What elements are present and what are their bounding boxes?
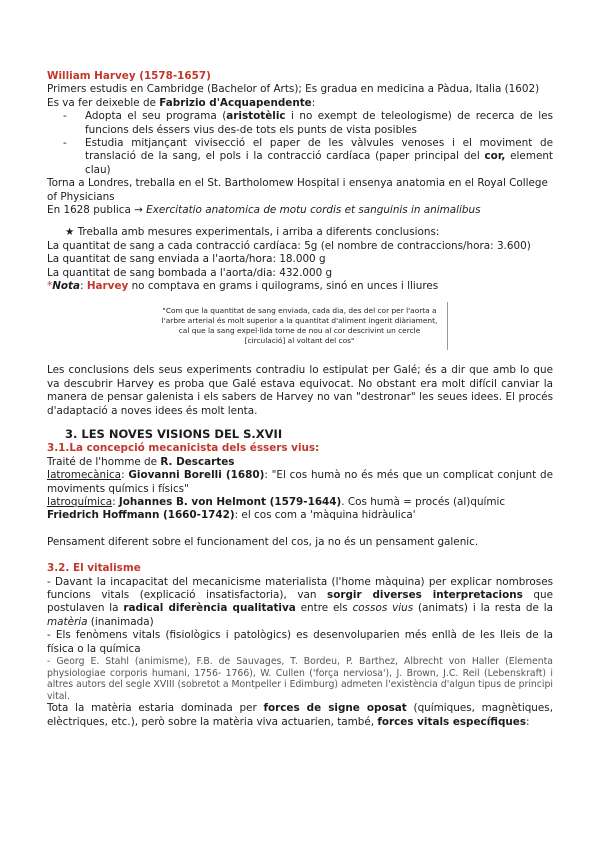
note: *Nota: Harvey no comptava en grams i quilograms, sinó en unces i lliures bbox=[47, 280, 439, 293]
harvey-studies: Primers estudis en Cambridge (Bachelor of Arts); Es gradua en medicina a Pàdua, Italia (1602) bbox=[47, 83, 540, 96]
list-item: - Adopta el seu programa (aristotèlic i no exempt de teleologisme) de recerca de les funcions dels éssers vius des-de tots els punts de vista posibles bbox=[63, 110, 553, 136]
conclusion-3: La quantitat de sang bombada a l'aorta/dia: 432.000 g bbox=[47, 266, 333, 279]
conclusion-2: La quantitat de sang enviada a l'aorta/hora: 18.000 g bbox=[47, 253, 326, 266]
section-3-heading: 3. LES NOVES VISIONS DEL S.XVII bbox=[65, 426, 283, 441]
harvey-publication: En 1628 publica → Exercitatio anatomica de motu cordis et sanguinis in animalibus bbox=[47, 204, 481, 217]
descartes-line: Traité de l'homme de R. Descartes bbox=[47, 455, 235, 468]
conclusion-1: La quantitat de sang a cada contracció cardíaca: 5g (el nombre de contraccions/hora: 3.600) bbox=[47, 239, 531, 252]
forces-paragraph: Tota la matèria estaria dominada per forces de signe oposat (químiques, magnètiques, elèctriques, etc.), però sobre la matèria viva actuarien, també, forces vitals específiques: bbox=[47, 702, 553, 728]
list-item: - Estudia mitjançant vivisecció el paper de les vàlvules venoses i el moviment de translació de la sang, el pols i la contracció cardíaca (paper principal del cor, element clau) bbox=[63, 137, 553, 176]
star-line: ★ Treballa amb mesures experimentals, i arriba a diferents conclusions: bbox=[65, 226, 440, 239]
galenic-line: Pensament diferent sobre el funcionament del cos, ja no és un pensament galenic. bbox=[47, 535, 479, 548]
harvey-london: Torna a Londres, treballa en el St. Bartholomew Hospital i ensenya anatomia en el Royal College of Physicians bbox=[47, 177, 548, 203]
vitalism-paragraph-1: - Davant la incapacitat del mecanicisme materialista (l'home màquina) per explicar nombroses funcions vitals (explicació insatisfactoria), van sorgir diverses interpretacions que postulaven la radical diferència qualitativa entre els cossos vius (animats) i la resta de la matèria (inanimada) bbox=[47, 575, 553, 628]
hoffmann-line: Friedrich Hoffmann (1660-1742): el cos com a 'màquina hidràulica' bbox=[47, 509, 416, 522]
harvey-disciple: Es va fer deixeble de Fabrizio d'Acquapendente: bbox=[47, 96, 316, 109]
conclusions-paragraph: Les conclusions dels seus experiments contradiu lo estipulat per Galé; és a dir que amb lo que va descubrir Harvey es proba que Galé estava equivocat. No obstant era molt difícil canviar la manera de pensar galenista i els sabers de Harvey no van "destronar" les seues idees. El procés d'adaptació a noves idees és molt lenta. bbox=[47, 364, 553, 417]
harvey-bullets bbox=[47, 110, 553, 177]
document-page bbox=[47, 70, 553, 729]
section-3-2-heading: 3.2. El vitalisme bbox=[47, 562, 141, 575]
iatroquimica-line: Iatroquímica: Johannes B. von Helmont (1579-1644). Cos humà = procés (al)químic bbox=[47, 495, 506, 508]
harvey-heading: William Harvey (1578-1657) bbox=[47, 70, 211, 82]
dash-icon: - bbox=[63, 137, 67, 150]
dash-icon: - bbox=[63, 110, 67, 123]
authors-paragraph: - Georg E. Stahl (animisme), F.B. de Sauvages, T. Bordeu, P. Barthez, Albrecht von Haller (Elementa physiologiae corporis humani, 1756- 1766), W. Cullen ('força nerviosa'), J. Brown, J.C. Reil (Lebenskraft) i altres autors del segle XVIII (sobretot a Montpeller i Edimburg) admeten l'existència d'algun tipus de principi vital. bbox=[47, 656, 553, 702]
section-3-1-heading: 3.1.La concepció mecanicista dels éssers vius: bbox=[47, 442, 320, 455]
iatromecanica-line: Iatromecànica: Giovanni Borelli (1680): "El cos humà no és més que un complicat conjunt de moviments químics i físics" bbox=[47, 469, 553, 495]
quote-image: "Com que la quantitat de sang enviada, cada dia, des del cor per l'aorta a l'arbre arterial és molt superior a la quantitat d'aliment ingerit diàriament, cal que la sang expel·lida torne de nou al cor descrivint un cercle [circulació] al voltant del cos" bbox=[153, 302, 448, 351]
vitalism-paragraph-2: - Els fenòmens vitals (fisiològics i patològics) es desenvoluparien més enllà de les lleis de la física o la química bbox=[47, 629, 553, 655]
